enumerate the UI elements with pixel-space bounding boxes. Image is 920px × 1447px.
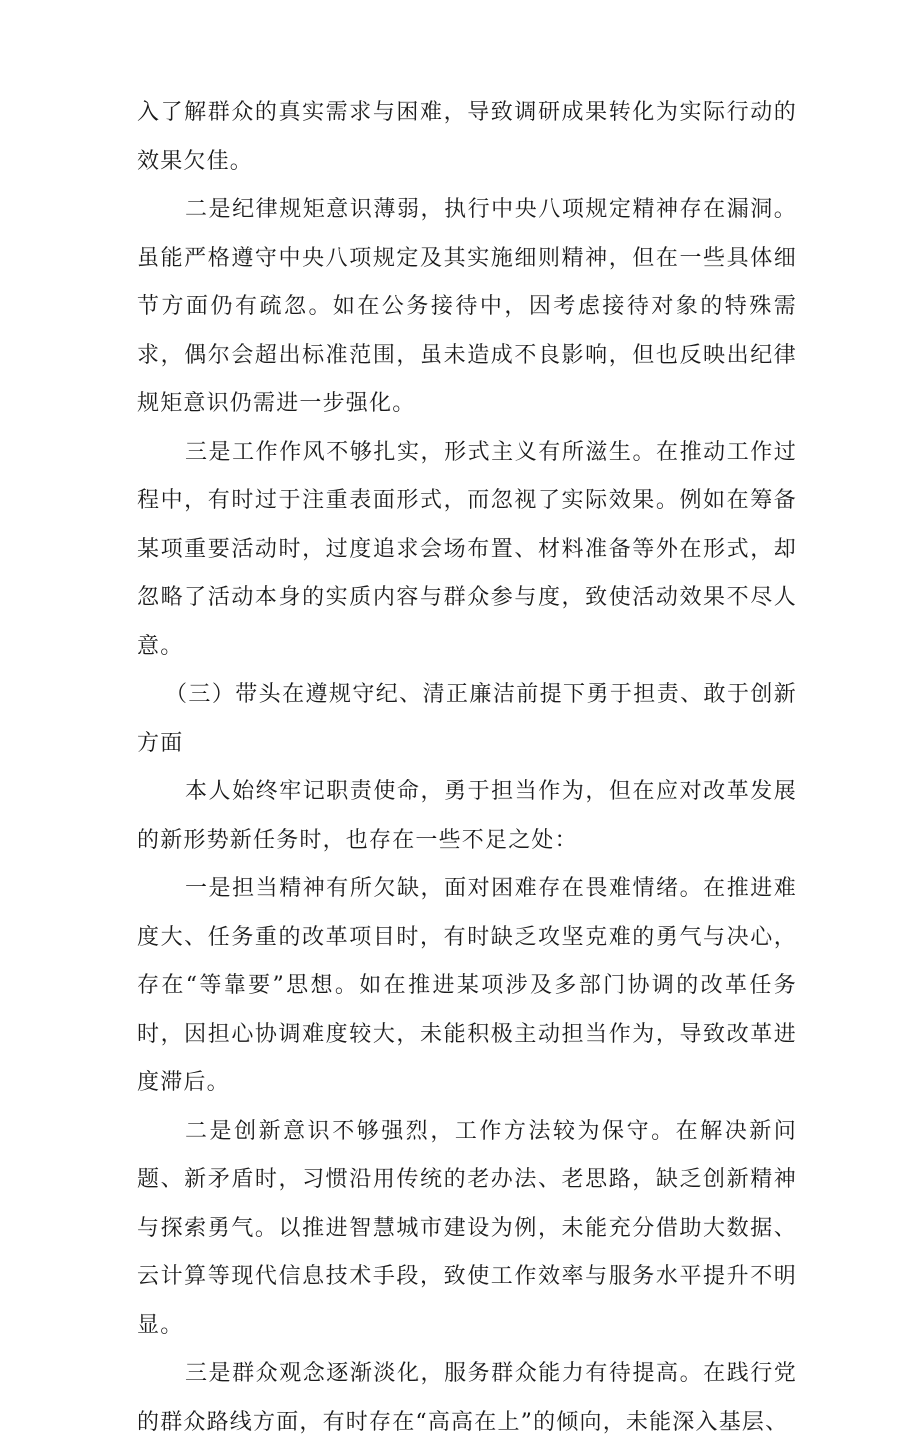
paragraph-responsibility: 一是担当精神有所欠缺，面对困难存在畏难情绪。在推进难度大、任务重的改革项目时，有时缺乏攻坚克难的勇气与决心，存在“等靠要”思想。如在推进某项涉及多部门协调的改革任务时，因担心协调难度较大，未能积极主动担当作为，导致改革进度滞后。	[137, 876, 797, 1095]
paragraph-discipline-awareness: 二是纪律规矩意识薄弱，执行中央八项规定精神存在漏洞。虽能严格遵守中央八项规定及其实施细则精神，但在一些具体细节方面仍有疏忽。如在公务接待中，因考虑接待对象的特殊需求，偶尔会超出标准范围，虽未造成不良影响，但也反映出纪律规矩意识仍需进一步强化。	[137, 197, 797, 416]
paragraph-work-style: 三是工作作风不够扎实，形式主义有所滋生。在推动工作过程中，有时过于注重表面形式，而忽视了实际效果。例如在筹备某项重要活动时，过度追求会场布置、材料准备等外在形式，却忽略了活动本身的实质内容与群众参与度，致使活动效果不尽人意。	[137, 439, 797, 659]
paragraph-mass-line: 三是群众观念逐渐淡化，服务群众能力有待提高。在践行党的群众路线方面，有时存在“高高在上”的倾向，未能深入基层、	[137, 1361, 797, 1435]
paragraph-continuation: 入了解群众的真实需求与困难，导致调研成果转化为实际行动的效果欠佳。	[137, 100, 797, 174]
section-heading-three: （三）带头在遵规守纪、清正廉洁前提下勇于担责、敢于创新方面	[137, 682, 797, 756]
paragraph-innovation: 二是创新意识不够强烈，工作方法较为保守。在解决新问题、新矛盾时，习惯沿用传统的老办法、老思路，缺乏创新精神与探索勇气。以推进智慧城市建设为例，未能充分借助大数据、云计算等现代信息技术手段，致使工作效率与服务水平提升不明显。	[137, 1118, 797, 1338]
paragraph-section-intro: 本人始终牢记职责使命，勇于担当作为，但在应对改革发展的新形势新任务时，也存在一些不足之处：	[137, 779, 797, 853]
document-body	[137, 89, 797, 1447]
